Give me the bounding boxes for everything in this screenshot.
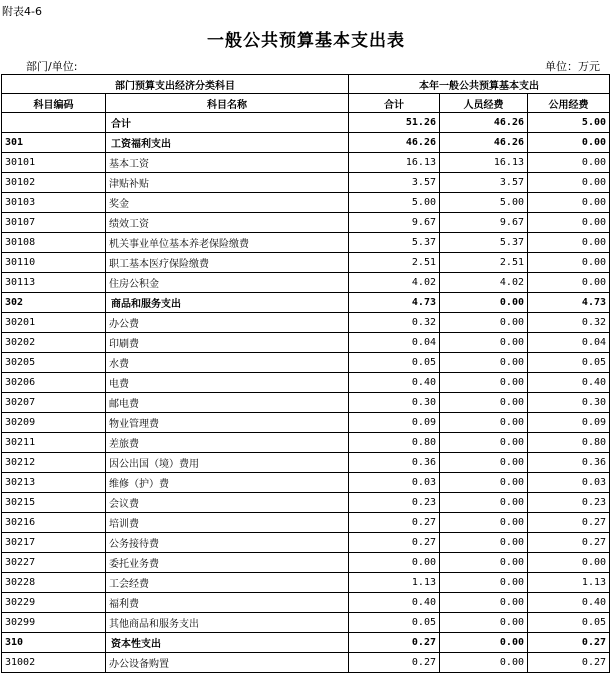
personnel-amount: 0.00 xyxy=(440,313,528,333)
table-row xyxy=(2,313,610,333)
account-name: 商品和服务支出 xyxy=(106,293,349,313)
account-code: 301 xyxy=(2,133,106,153)
total-amount: 0.36 xyxy=(349,453,440,473)
total-amount: 0.23 xyxy=(349,493,440,513)
table-row xyxy=(2,613,610,633)
header-code: 科目编码 xyxy=(2,94,106,113)
personnel-amount: 46.26 xyxy=(440,113,528,133)
total-amount: 4.73 xyxy=(349,293,440,313)
account-name: 办公设备购置 xyxy=(106,653,349,673)
personnel-amount: 0.00 xyxy=(440,593,528,613)
account-name: 印刷费 xyxy=(106,333,349,353)
public-amount: 0.27 xyxy=(528,513,610,533)
account-name: 会议费 xyxy=(106,493,349,513)
total-amount: 0.05 xyxy=(349,613,440,633)
public-amount: 0.03 xyxy=(528,473,610,493)
public-amount: 0.23 xyxy=(528,493,610,513)
account-code: 30113 xyxy=(2,273,106,293)
table-row xyxy=(2,393,610,413)
personnel-amount: 46.26 xyxy=(440,133,528,153)
personnel-amount: 0.00 xyxy=(440,433,528,453)
unit-label: 单位：万元 xyxy=(545,60,600,73)
personnel-amount: 3.57 xyxy=(440,173,528,193)
page-title: 一般公共预算基本支出表 xyxy=(207,31,405,51)
personnel-amount: 0.00 xyxy=(440,333,528,353)
total-amount: 4.02 xyxy=(349,273,440,293)
public-amount: 0.00 xyxy=(528,233,610,253)
account-name: 工资福利支出 xyxy=(106,133,349,153)
total-amount: 5.00 xyxy=(349,193,440,213)
total-amount: 0.80 xyxy=(349,433,440,453)
account-code: 30211 xyxy=(2,433,106,453)
table-row xyxy=(2,453,610,473)
header-public: 公用经费 xyxy=(528,94,610,113)
table-row xyxy=(2,493,610,513)
account-name: 津贴补贴 xyxy=(106,173,349,193)
table-row xyxy=(2,373,610,393)
total-amount: 3.57 xyxy=(349,173,440,193)
personnel-amount: 0.00 xyxy=(440,293,528,313)
total-amount: 0.00 xyxy=(349,553,440,573)
account-name: 因公出国（境）费用 xyxy=(106,453,349,473)
personnel-amount: 9.67 xyxy=(440,213,528,233)
total-amount: 0.09 xyxy=(349,413,440,433)
account-code: 30107 xyxy=(2,213,106,233)
account-name: 工会经费 xyxy=(106,573,349,593)
table-row xyxy=(2,593,610,613)
total-amount: 5.37 xyxy=(349,233,440,253)
table-row xyxy=(2,273,610,293)
account-code: 302 xyxy=(2,293,106,313)
total-amount: 9.67 xyxy=(349,213,440,233)
total-amount: 0.27 xyxy=(349,653,440,673)
personnel-amount: 0.00 xyxy=(440,513,528,533)
total-amount: 0.05 xyxy=(349,353,440,373)
personnel-amount: 5.37 xyxy=(440,233,528,253)
total-amount: 0.32 xyxy=(349,313,440,333)
budget-table xyxy=(1,74,610,673)
account-name: 水费 xyxy=(106,353,349,373)
category-row xyxy=(2,633,610,653)
total-amount: 0.30 xyxy=(349,393,440,413)
account-code: 30213 xyxy=(2,473,106,493)
table-row xyxy=(2,573,610,593)
account-code: 30103 xyxy=(2,193,106,213)
account-code: 30206 xyxy=(2,373,106,393)
table-row xyxy=(2,353,610,373)
personnel-amount: 0.00 xyxy=(440,493,528,513)
public-amount: 0.80 xyxy=(528,433,610,453)
personnel-amount: 0.00 xyxy=(440,533,528,553)
personnel-amount: 0.00 xyxy=(440,413,528,433)
public-amount: 4.73 xyxy=(528,293,610,313)
account-code: 30201 xyxy=(2,313,106,333)
total-amount: 16.13 xyxy=(349,153,440,173)
account-name: 办公费 xyxy=(106,313,349,333)
public-amount: 0.00 xyxy=(528,133,610,153)
public-amount: 0.27 xyxy=(528,653,610,673)
public-amount: 0.05 xyxy=(528,353,610,373)
account-code: 30101 xyxy=(2,153,106,173)
account-name: 绩效工资 xyxy=(106,213,349,233)
account-name: 邮电费 xyxy=(106,393,349,413)
table-row xyxy=(2,253,610,273)
total-amount: 2.51 xyxy=(349,253,440,273)
account-name: 委托业务费 xyxy=(106,553,349,573)
account-name: 维修（护）费 xyxy=(106,473,349,493)
account-name: 住房公积金 xyxy=(106,273,349,293)
account-name: 电费 xyxy=(106,373,349,393)
header-total: 合计 xyxy=(349,94,440,113)
personnel-amount: 4.02 xyxy=(440,273,528,293)
public-amount: 0.40 xyxy=(528,373,610,393)
account-name: 公务接待费 xyxy=(106,533,349,553)
table-row xyxy=(2,233,610,253)
account-code: 30212 xyxy=(2,453,106,473)
personnel-amount: 0.00 xyxy=(440,573,528,593)
header-group-row xyxy=(2,75,610,94)
table-row xyxy=(2,433,610,453)
header-group-left: 部门预算支出经济分类科目 xyxy=(2,75,349,94)
total-amount: 0.40 xyxy=(349,593,440,613)
personnel-amount: 0.00 xyxy=(440,553,528,573)
table-row xyxy=(2,153,610,173)
personnel-amount: 5.00 xyxy=(440,193,528,213)
category-row xyxy=(2,293,610,313)
table-row xyxy=(2,333,610,353)
account-name: 基本工资 xyxy=(106,153,349,173)
account-code: 30110 xyxy=(2,253,106,273)
table-row xyxy=(2,533,610,553)
personnel-amount: 16.13 xyxy=(440,153,528,173)
public-amount: 0.09 xyxy=(528,413,610,433)
account-code: 30102 xyxy=(2,173,106,193)
personnel-amount: 0.00 xyxy=(440,373,528,393)
table-row xyxy=(2,413,610,433)
account-name: 资本性支出 xyxy=(106,633,349,653)
account-code xyxy=(2,113,106,133)
total-amount: 51.26 xyxy=(349,113,440,133)
total-amount: 0.40 xyxy=(349,373,440,393)
total-amount: 0.04 xyxy=(349,333,440,353)
header-name: 科目名称 xyxy=(106,94,349,113)
account-code: 30299 xyxy=(2,613,106,633)
total-amount: 46.26 xyxy=(349,133,440,153)
personnel-amount: 0.00 xyxy=(440,633,528,653)
personnel-amount: 2.51 xyxy=(440,253,528,273)
department-label: 部门/单位: xyxy=(26,60,78,73)
table-row xyxy=(2,173,610,193)
public-amount: 0.27 xyxy=(528,533,610,553)
account-code: 30217 xyxy=(2,533,106,553)
public-amount: 0.00 xyxy=(528,213,610,233)
personnel-amount: 0.00 xyxy=(440,653,528,673)
account-code: 30202 xyxy=(2,333,106,353)
account-code: 30228 xyxy=(2,573,106,593)
public-amount: 5.00 xyxy=(528,113,610,133)
account-name: 机关事业单位基本养老保险缴费 xyxy=(106,233,349,253)
total-amount: 1.13 xyxy=(349,573,440,593)
category-row xyxy=(2,133,610,153)
header-column-row xyxy=(2,94,610,113)
total-amount: 0.27 xyxy=(349,533,440,553)
account-code: 30205 xyxy=(2,353,106,373)
public-amount: 1.13 xyxy=(528,573,610,593)
table-row xyxy=(2,653,610,673)
public-amount: 0.04 xyxy=(528,333,610,353)
table-row xyxy=(2,473,610,493)
account-code: 30227 xyxy=(2,553,106,573)
account-code: 30108 xyxy=(2,233,106,253)
table-row xyxy=(2,553,610,573)
public-amount: 0.00 xyxy=(528,253,610,273)
account-code: 30229 xyxy=(2,593,106,613)
public-amount: 0.00 xyxy=(528,153,610,173)
public-amount: 0.05 xyxy=(528,613,610,633)
account-code: 30216 xyxy=(2,513,106,533)
public-amount: 0.00 xyxy=(528,553,610,573)
personnel-amount: 0.00 xyxy=(440,353,528,373)
account-name: 差旅费 xyxy=(106,433,349,453)
table-row xyxy=(2,213,610,233)
account-name: 物业管理费 xyxy=(106,413,349,433)
account-name: 奖金 xyxy=(106,193,349,213)
account-name: 其他商品和服务支出 xyxy=(106,613,349,633)
account-code: 310 xyxy=(2,633,106,653)
personnel-amount: 0.00 xyxy=(440,393,528,413)
account-name: 职工基本医疗保险缴费 xyxy=(106,253,349,273)
header-group-right: 本年一般公共预算基本支出 xyxy=(349,75,610,94)
account-code: 31002 xyxy=(2,653,106,673)
account-code: 30209 xyxy=(2,413,106,433)
account-name: 合计 xyxy=(106,113,349,133)
total-amount: 0.03 xyxy=(349,473,440,493)
total-row xyxy=(2,113,610,133)
public-amount: 0.36 xyxy=(528,453,610,473)
table-row xyxy=(2,513,610,533)
personnel-amount: 0.00 xyxy=(440,473,528,493)
personnel-amount: 0.00 xyxy=(440,453,528,473)
public-amount: 0.00 xyxy=(528,273,610,293)
public-amount: 0.40 xyxy=(528,593,610,613)
personnel-amount: 0.00 xyxy=(440,613,528,633)
public-amount: 0.00 xyxy=(528,193,610,213)
public-amount: 0.32 xyxy=(528,313,610,333)
account-code: 30207 xyxy=(2,393,106,413)
annex-label: 附表4-6 xyxy=(2,5,42,18)
total-amount: 0.27 xyxy=(349,513,440,533)
public-amount: 0.27 xyxy=(528,633,610,653)
public-amount: 0.30 xyxy=(528,393,610,413)
total-amount: 0.27 xyxy=(349,633,440,653)
account-name: 培训费 xyxy=(106,513,349,533)
account-name: 福利费 xyxy=(106,593,349,613)
table-row xyxy=(2,193,610,213)
public-amount: 0.00 xyxy=(528,173,610,193)
account-code: 30215 xyxy=(2,493,106,513)
header-personnel: 人员经费 xyxy=(440,94,528,113)
